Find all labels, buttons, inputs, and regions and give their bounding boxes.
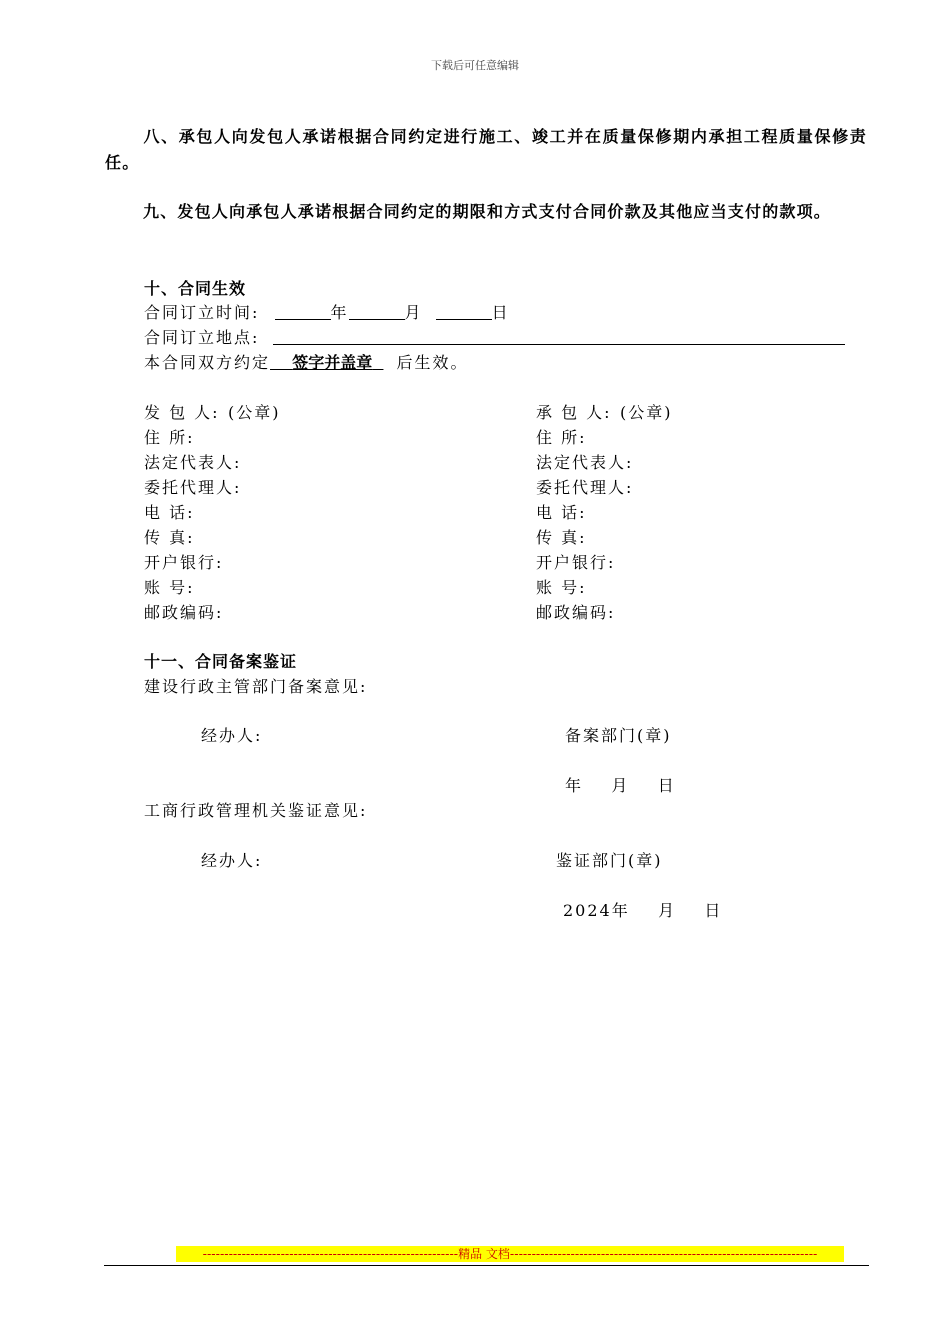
party-field-label: 法定代表人:: [144, 453, 242, 472]
employer-field: [144, 600, 228, 623]
contractor-field: [536, 575, 620, 598]
contractor-field: [536, 600, 620, 623]
contractor-field: [536, 425, 620, 448]
party-field-label: 住 所:: [536, 428, 587, 447]
contract-place-line: [144, 325, 845, 348]
page-header-note: 下载后可任意编辑: [431, 59, 519, 72]
party-field-label: 法定代表人:: [536, 453, 634, 472]
party-field-label: 邮政编码:: [536, 603, 616, 622]
contractor-field: [536, 550, 620, 573]
clause-8-text: 八、承包人向发包人承诺根据合同约定进行施工、竣工并在质量保修期内承担工程质量保修责任。: [105, 127, 867, 172]
employer-field: [144, 425, 228, 448]
clause-8: [105, 124, 867, 176]
party-field-label: 账 号:: [536, 578, 587, 597]
party-field-label: 开户银行:: [144, 553, 224, 572]
party-field-label: 委托代理人:: [144, 478, 242, 497]
employer-field: [144, 400, 281, 423]
party-field-label: 开户银行:: [536, 553, 616, 572]
footer-rule: [104, 1265, 869, 1266]
month-label: 月: [404, 303, 423, 322]
year-label: 年: [330, 303, 349, 322]
contract-place-blank[interactable]: [273, 328, 845, 345]
employer-field: [144, 450, 242, 473]
day-label: 日: [491, 303, 510, 322]
party-field-label: 电 话:: [144, 503, 195, 522]
employer-field: [144, 475, 242, 498]
employer-field: [144, 500, 228, 523]
filing-date: 年 月 日: [565, 776, 676, 795]
effect-value: 签字并盖章: [292, 353, 373, 372]
footer-banner: -----------------------------------------------------------精品 文档-----------------------------------------------------------------------: [176, 1246, 844, 1262]
day-blank[interactable]: [436, 303, 492, 320]
contractor-field: [536, 475, 634, 498]
party-field-label: 电 话:: [536, 503, 587, 522]
contractor-field: [536, 525, 620, 548]
contractor-field: [536, 400, 673, 423]
year-blank[interactable]: [275, 303, 331, 320]
party-field-label: 发 包 人:: [144, 403, 220, 422]
filing-dept-seal: 备案部门(章): [565, 726, 672, 745]
contract-time-line: [144, 300, 510, 323]
handler-label-2: 经办人:: [201, 851, 263, 870]
party-field-label: 委托代理人:: [536, 478, 634, 497]
party-field-label: 传 真:: [536, 528, 587, 547]
employer-field: [144, 575, 228, 598]
effect-prefix: 本合同双方约定: [144, 353, 271, 372]
month-blank[interactable]: [349, 303, 405, 320]
commerce-opinion-label: 工商行政管理机关鉴证意见:: [144, 801, 368, 820]
verify-date: 2024年 月 日: [563, 901, 723, 920]
section-10-title: 十、合同生效: [144, 279, 247, 298]
verify-dept-seal: 鉴证部门(章): [556, 851, 663, 870]
effect-line: [144, 350, 469, 373]
construction-opinion-label: 建设行政主管部门备案意见:: [144, 677, 368, 696]
party-field-value: (公章): [228, 403, 281, 422]
section-11-title: 十一、合同备案鉴证: [144, 652, 298, 671]
clause-9-text: 九、发包人向承包人承诺根据合同约定的期限和方式支付合同价款及其他应当支付的款项。: [143, 202, 832, 221]
effect-suffix: 后生效。: [396, 353, 469, 372]
employer-field: [144, 550, 228, 573]
contractor-field: [536, 450, 634, 473]
handler-label-1: 经办人:: [201, 726, 263, 745]
contract-time-label: 合同订立时间:: [144, 303, 260, 322]
party-field-label: 传 真:: [144, 528, 195, 547]
employer-field: [144, 525, 228, 548]
party-field-label: 住 所:: [144, 428, 195, 447]
party-field-label: 邮政编码:: [144, 603, 224, 622]
clause-9: [105, 199, 867, 225]
contractor-field: [536, 500, 620, 523]
party-field-value: (公章): [620, 403, 673, 422]
party-field-label: 账 号:: [144, 578, 195, 597]
party-field-label: 承 包 人:: [536, 403, 612, 422]
contract-place-label: 合同订立地点:: [144, 328, 260, 347]
